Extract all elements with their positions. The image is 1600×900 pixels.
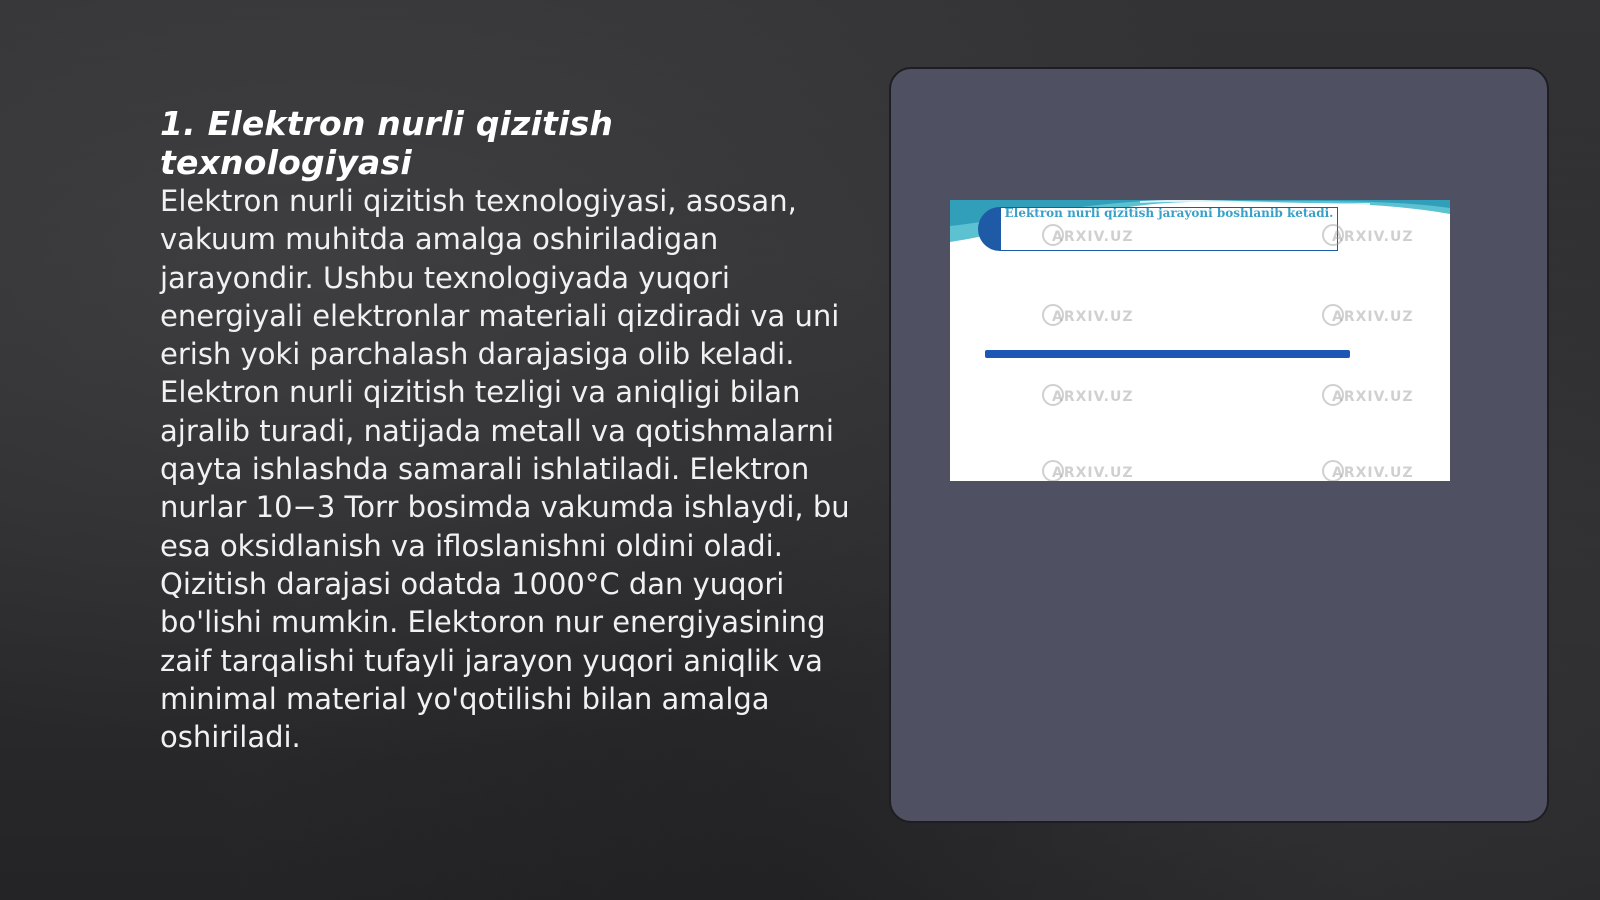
watermark-logo: ARXIV.UZ xyxy=(1322,306,1414,328)
embedded-slide-image xyxy=(950,200,1450,481)
watermark-logo: ARXIV.UZ xyxy=(1322,386,1414,408)
watermark-logo: ARXIV.UZ xyxy=(1042,386,1134,408)
image-heading-text: Elektron nurli qizitish jarayoni boshlanib ketadi. xyxy=(1004,207,1334,220)
blue-divider xyxy=(985,350,1350,358)
watermark-logo: ARXIV.UZ xyxy=(1042,226,1134,248)
watermark-logo: ARXIV.UZ xyxy=(1322,226,1414,248)
slide-body-text: Elektron nurli qizitish texnologiyasi, asosan, vakuum muhitda amalga oshiriladigan jarayondir. Ushbu texnologiyada yuqori energiyali elektronlar materiali qizdiradi va uni erish yoki parchalash darajasiga olib keladi. Elektron nurli qizitish tezligi va aniqligi bilan ajralib turadi, natijada metall va qotishmalarni qayta ishlashda samarali ishlatiladi. Elektron nurlar 10−3 Torr bosimda vakumda ishlaydi, bu esa oksidlanish va ifloslanishni oldini oladi. Qizitish darajasi odatda 1000°C dan yuqori bo'lishi mumkin. Elektoron nur energiyasining zaif tarqalishi tufayli jarayon yuqori aniqlik va minimal material yo'qotilishi bilan amalga oshiriladi. xyxy=(160,184,850,755)
watermark-logo: ARXIV.UZ xyxy=(1042,306,1134,328)
watermark-logo: ARXIV.UZ xyxy=(1042,462,1134,481)
slide-title: 1. Elektron nurli qizitish texnologiyasi xyxy=(160,104,614,182)
watermark-logo: ARXIV.UZ xyxy=(1322,462,1414,481)
